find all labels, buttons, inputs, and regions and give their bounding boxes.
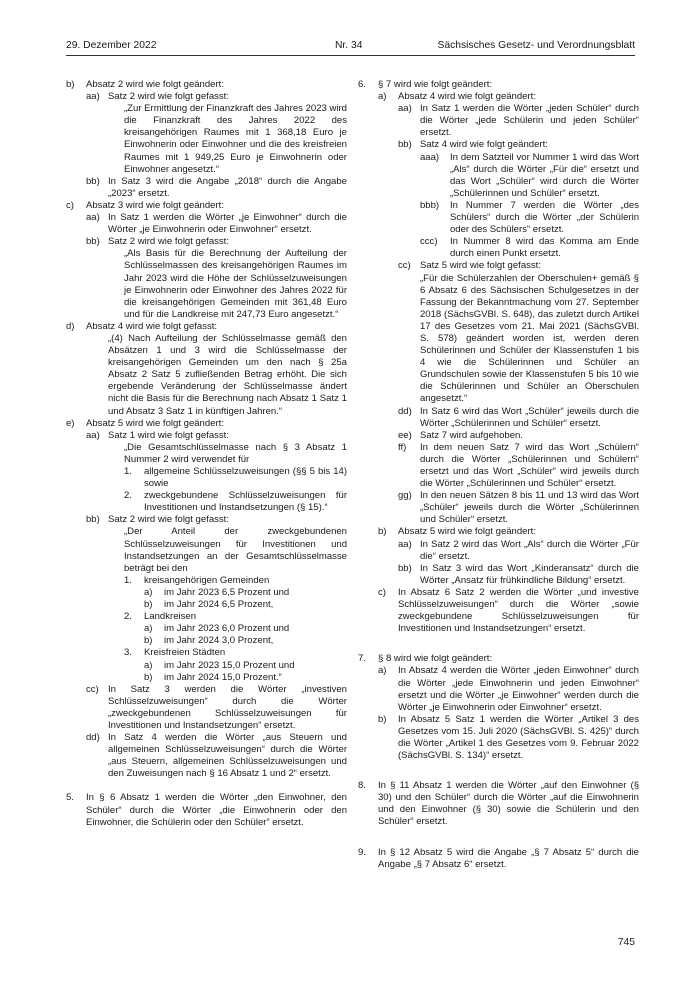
right-7-b: b) In Absatz 5 Satz 1 werden die Wörter „Artikel 3 des Gesetzes vom 15. Juli 2020 (SächsGVBl. S. 425)“ durch die Wörter „Artikel 1 des Gesetzes vom 9. Februar 2022 (SächsGVBl. S. 134)“ ersetzt. [378, 713, 639, 762]
right-item-9: 9. In § 12 Absatz 5 wird die Angabe „§ 7 Absatz 5“ durch die Angabe „§ 7 Absatz 6“ ersetzt. [358, 846, 639, 870]
right-6-a-bb-ccc: ccc) In Nummer 8 wird das Komma am Ende durch einen Punkt ersetzt. [420, 236, 639, 260]
left-b-bb: bb) In Satz 3 wird die Angabe „2018“ durch die Angabe „2023“ ersetzt. [86, 175, 347, 199]
right-item-7: 7. § 8 wird wie folgt geändert: [358, 653, 493, 665]
left-c-aa: aa) In Satz 1 werden die Wörter „je Einwohner“ durch die Wörter „je Einwohnerin oder Einwohner“ ersetzt. [86, 212, 347, 236]
right-6-a-cc-quote: „Für die Schülerzahlen der Oberschulen+ gemäß § 6 Absatz 6 des Sächsischen Schulgesetzes in der Fassung der Bekanntmachung vom 27. September 2018 (SächsGVBl. S. 648), das zuletzt durch Artikel 17 des Gesetzes vom 21. Mai 2021 (SächsGVBl. S. 578) geändert worden ist, werden deren Schülerinnen und Schüler der Klassenstufen 1 bis 4 wie die Schülerinnen und Schüler an Grundschulen sowie der Klassenstufen 5 bis 10 wie die Schülerinnen und Schüler an Oberschulen angesetzt.“ [420, 272, 639, 405]
left-d: d) Absatz 4 wird wie folgt gefasst: [66, 320, 218, 332]
right-6-a: a) Absatz 4 wird wie folgt geändert: [378, 91, 536, 103]
left-item-5: 5. In § 6 Absatz 1 werden die Wörter „den Einwohner, den Schüler“ durch die Wörter „die Einwohnerin oder den Einwohner, die Schülerin oder den Schüler“ ersetzt. [66, 792, 347, 828]
right-6-a-cc: cc) Satz 5 wird wie folgt gefasst: [398, 260, 541, 272]
header-rule [66, 55, 635, 56]
page-header [66, 39, 635, 53]
right-column [358, 79, 639, 871]
left-b: b) Absatz 2 wird wie folgt geändert: [66, 79, 224, 90]
left-e-cc: cc) In Satz 3 werden die Wörter „investiven Schlüsselzuweisungen“ durch die Wörter „zweckgebundenen Schlüsselzuweisungen für Investitionen und Instandsetzungen“ ersetzt. [86, 683, 347, 731]
left-e-bb-item-1a: a) im Jahr 2023 6,5 Prozent und [144, 586, 290, 598]
header-publication: Sächsisches Gesetz- und Verordnungsblatt [437, 40, 635, 51]
left-b-aa: aa) Satz 2 wird wie folgt gefasst: [86, 91, 229, 103]
left-c: c) Absatz 3 wird wie folgt geändert: [66, 199, 224, 211]
right-6-a-gg: gg) In den neuen Sätzen 8 bis 11 und 13 wird das Wort „Schüler“ jeweils durch die Wörter „Schülerinnen und Schüler“ ersetzt. [398, 490, 639, 526]
left-e-dd: dd) In Satz 4 werden die Wörter „aus Steuern und allgemeinen Schlüsselzuweisungen“ durch die Wörter „aus Steuern, allgemeinen Schlüsselzuweisungen und den Zuweisungen nach § 16 Absatz 1 und 2“ ersetzt. [86, 732, 347, 780]
spacer [358, 635, 639, 653]
right-6-a-bb-bbb: bbb) In Nummer 7 werden die Wörter „des Schülers“ durch die Wörter „der Schülerin oder des Schülers“ ersetzt. [420, 199, 639, 236]
header-issue: Nr. 34 [335, 40, 363, 51]
right-6-b-aa: aa) In Satz 2 wird das Wort „Als“ durch die Wörter „Für die“ ersetzt. [398, 538, 639, 562]
left-e-bb-item-3a: a) im Jahr 2023 15,0 Prozent und [144, 659, 295, 671]
left-e-aa-quote: „Die Gesamtschlüsselmasse nach § 3 Absatz 1 Nummer 2 wird verwendet für [124, 441, 347, 465]
left-e-bb: bb) Satz 2 wird wie folgt gefasst: [86, 514, 229, 526]
left-e-bb-item-2a: a) im Jahr 2023 6,0 Prozent und [144, 623, 290, 635]
left-e-bb-item-3: 3. Kreisfreien Städten [124, 647, 226, 659]
left-e-bb-item-1b: b) im Jahr 2024 6,5 Prozent, [144, 599, 274, 611]
right-6-a-bb-aaa: aaa) In dem Satzteil vor Nummer 1 wird das Wort „Als“ durch die Wörter „Für die“ ersetzt und das Wort „Schüler“ wird durch die Wörter „Schülerinnen und Schüler“ ersetzt. [420, 151, 639, 199]
right-7-a: a) In Absatz 4 werden die Wörter „jeden Einwohner“ durch die Wörter „jede Einwohnerin und jeden Einwohner“ ersetzt und die Wörter „je Einwohner“ werden durch die Wörter „je Einwohnerin oder Einwohner“ ersetzt. [378, 665, 639, 713]
right-6-a-aa: aa) In Satz 1 werden die Wörter „jeden Schüler“ durch die Wörter „jede Schülerin und jeden Schüler“ ersetzt. [398, 103, 639, 139]
right-item-6: 6. § 7 wird wie folgt geändert: [358, 79, 493, 90]
right-6-a-ff: ff) In dem neuen Satz 7 wird das Wort „Schülern“ durch die Wörter „Schülerinnen und Schülern“ ersetzt und das Wort „Schüler“ wird jeweils durch die Wörter „Schülerinnen und Schüler“ ersetzt. [398, 441, 639, 490]
header-date: 29. Dezember 2022 [66, 40, 157, 51]
right-6-b: b) Absatz 5 wird wie folgt geändert: [378, 526, 536, 538]
left-column [66, 79, 347, 829]
right-item-8: 8. In § 11 Absatz 1 werden die Wörter „auf den Einwohner (§ 30) und den Schüler“ durch die Wörter „auf die Einwohnerin und den Einwohner (§ 30) sowie die Schülerin und den Schüler“ ersetzt. [358, 780, 639, 828]
left-e-bb-item-3b: b) im Jahr 2024 15,0 Prozent.“ [144, 671, 282, 683]
spacer [66, 780, 347, 792]
spacer [358, 762, 639, 780]
left-e: e) Absatz 5 wird wie folgt geändert: [66, 417, 224, 429]
right-6-c: c) In Absatz 6 Satz 2 werden die Wörter „und investive Schlüsselzuweisungen“ durch die Wörter „sowie zweckgebundene Schlüsselzuweisungen für Investitionen und Instandsetzungen“ ersetzt. [378, 586, 639, 635]
left-b-aa-quote: „Zur Ermittlung der Finanzkraft des Jahres 2023 wird die Finanzkraft des Jahres 2022 des kreisangehörigen Raumes mit 1 368,18 Euro je Einwohnerin oder Einwohner und die des kreisfreien Raumes mit 1 949,25 Euro je Einwohnerin oder Einwohner angesetzt.“ [124, 103, 347, 175]
right-6-b-bb: bb) In Satz 3 wird das Wort „Kinderansatz“ durch die Wörter „Ansatz für frühkindliche Bildung“ ersetzt. [398, 562, 639, 586]
page-number: 745 [617, 937, 635, 948]
left-e-bb-item-1: 1. kreisangehörigen Gemeinden [124, 574, 270, 586]
left-d-quote: „(4) Nach Aufteilung der Schlüsselmasse gemäß den Absätzen 1 und 3 wird die Schlüsselmasse der kreisangehörigen Gemeinden um den nach § 25a Absatz 2 Satz 5 zufließenden Betrag erhöht. Die sich ergebende Veränderung der Schlüsselmasse ändert nicht die Basis für die Berechnung nach Absatz 1 Satz 1 und Absatz 3 Satz 1 in künftigen Jahren.“ [108, 332, 347, 417]
left-c-bb: bb) Satz 2 wird wie folgt gefasst: [86, 236, 229, 248]
left-e-aa-item-2: 2. zweckgebundene Schlüsselzuweisungen für Investitionen und Instandsetzungen (§ 15).“ [124, 490, 347, 514]
left-e-aa-item-1: 1. allgemeine Schlüsselzuweisungen (§§ 5 bis 14) sowie [124, 466, 347, 490]
left-e-aa: aa) Satz 1 wird wie folgt gefasst: [86, 429, 229, 441]
left-e-bb-quote: „Der Anteil der zweckgebundenen Schlüsselzuweisungen für Investitionen und Instandsetzungen an der Gesamtschlüsselmasse beträgt bei den [124, 526, 347, 574]
left-e-bb-item-2b: b) im Jahr 2024 3,0 Prozent, [144, 635, 274, 647]
right-6-a-bb: bb) Satz 4 wird wie folgt geändert: [398, 139, 548, 151]
spacer [358, 829, 639, 847]
left-c-bb-quote: „Als Basis für die Berechnung der Aufteilung der Schlüsselmassen des kreisangehörigen Raumes im Jahr 2023 wird die Höhe der Schlüsselzuweisungen je Einwohnerin oder Einwohner des Jahres 2022 für die kreisangehörigen Gemeinden mit 361,48 Euro und für die Landkreise mit 247,73 Euro angesetzt.“ [124, 248, 347, 320]
left-e-bb-item-2: 2. Landkreisen [124, 611, 197, 623]
right-6-a-dd: dd) In Satz 6 wird das Wort „Schüler“ jeweils durch die Wörter „Schülerinnen und Schüler“ ersetzt. [398, 405, 639, 429]
right-6-a-ee: ee) Satz 7 wird aufgehoben. [398, 429, 523, 441]
